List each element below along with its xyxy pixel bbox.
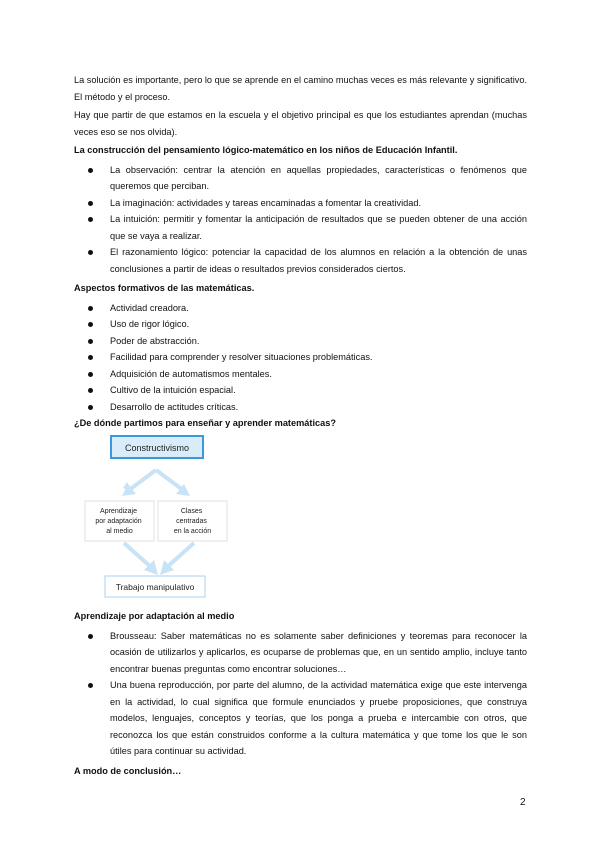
bullet-icon — [88, 634, 93, 639]
clases-label: Clases centradas en la acción — [173, 508, 212, 535]
list-item: Cultivo de la intuición espacial. — [74, 382, 527, 399]
list-item: Uso de rigor lógico. — [74, 316, 527, 333]
list-item: Desarrollo de actitudes críticas. — [74, 399, 527, 416]
list-item: El razonamiento lógico: potenciar la capacidad de los alumnos en relación a la obtención de unas conclusiones a partir de ideas o resultados previos considerados ciertos. — [74, 244, 527, 277]
intro — [74, 72, 527, 432]
list-item: Poder de abstracción. — [74, 333, 527, 350]
adaptation-section — [74, 608, 527, 779]
section-heading: ¿De dónde partimos para enseñar y aprender matemáticas? — [74, 418, 336, 428]
section-heading: La construcción del pensamiento lógico-matemático en los niños de Educación Infantil. — [74, 145, 458, 155]
page-number: 2 — [520, 797, 526, 808]
bullet-icon — [88, 355, 93, 360]
bullet-icon — [88, 217, 93, 222]
bullet-list — [74, 628, 527, 760]
list-item: Adquisición de automatismos mentales. — [74, 366, 527, 383]
paragraph: Hay que partir de que estamos en la escuela y el objetivo principal es que los estudiantes aprendan (muchas veces eso se nos olvida). — [74, 110, 527, 137]
bullet-icon — [88, 306, 93, 311]
bullet-list — [74, 162, 527, 278]
bullet-icon — [88, 339, 93, 344]
adaptacion-label: Aprendizaje por adaptación al medio — [95, 508, 142, 535]
list-item: Actividad creadora. — [74, 300, 527, 317]
list-item: La observación: centrar la atención en aquellas propiedades, características o fenómenos que queremos que perciban. — [74, 162, 527, 195]
trabajo-label: Trabajo manipulativo — [115, 582, 195, 592]
constructivism-diagram — [74, 430, 274, 605]
list-item: Facilidad para comprender y resolver situaciones problemáticas. — [74, 349, 527, 366]
section-heading: Aspectos formativos de las matemáticas. — [74, 283, 255, 293]
bullet-icon — [88, 168, 93, 173]
list-item: Brousseau: Saber matemáticas no es solamente saber definiciones y teoremas para reconocer la ocasión de utilizarlos y aplicarlos, es ocuparse de problemas que, en un sentido amplio, incluye tanto encontrar buenas preguntas como encontrar soluciones… — [74, 628, 527, 678]
list-item: La intuición: permitir y fomentar la anticipación de resultados que se pueden obtener de una acción que se vaya a realizar. — [74, 211, 527, 244]
section-heading: Aprendizaje por adaptación al medio — [74, 611, 235, 621]
bullet-list — [74, 300, 527, 416]
bullet-icon — [88, 201, 93, 206]
list-item: Una buena reproducción, por parte del alumno, de la actividad matemática exige que este intervenga en la actividad, lo cual significa que formule enunciados y pruebe proposiciones, que construya modelos, lenguajes, conceptos y teorías, que los ponga a prueba e intercambie con otros, que reconozca los que están construidos conforme a la cultura matemática y que tome los que le son útiles para continuar su actividad. — [74, 677, 527, 760]
constructivismo-label: Constructivismo — [124, 443, 190, 453]
bullet-icon — [88, 683, 93, 688]
bullet-icon — [88, 250, 93, 255]
section-heading: A modo de conclusión… — [74, 765, 182, 776]
paragraph: La solución es importante, pero lo que se aprende en el camino muchas veces es más relevante y significativo. El método y el proceso. — [74, 75, 527, 102]
bullet-icon — [88, 322, 93, 327]
bullet-icon — [88, 405, 93, 410]
bullet-icon — [88, 372, 93, 377]
list-item: La imaginación: actividades y tareas encaminadas a fomentar la creatividad. — [74, 195, 527, 212]
bullet-icon — [88, 388, 93, 393]
